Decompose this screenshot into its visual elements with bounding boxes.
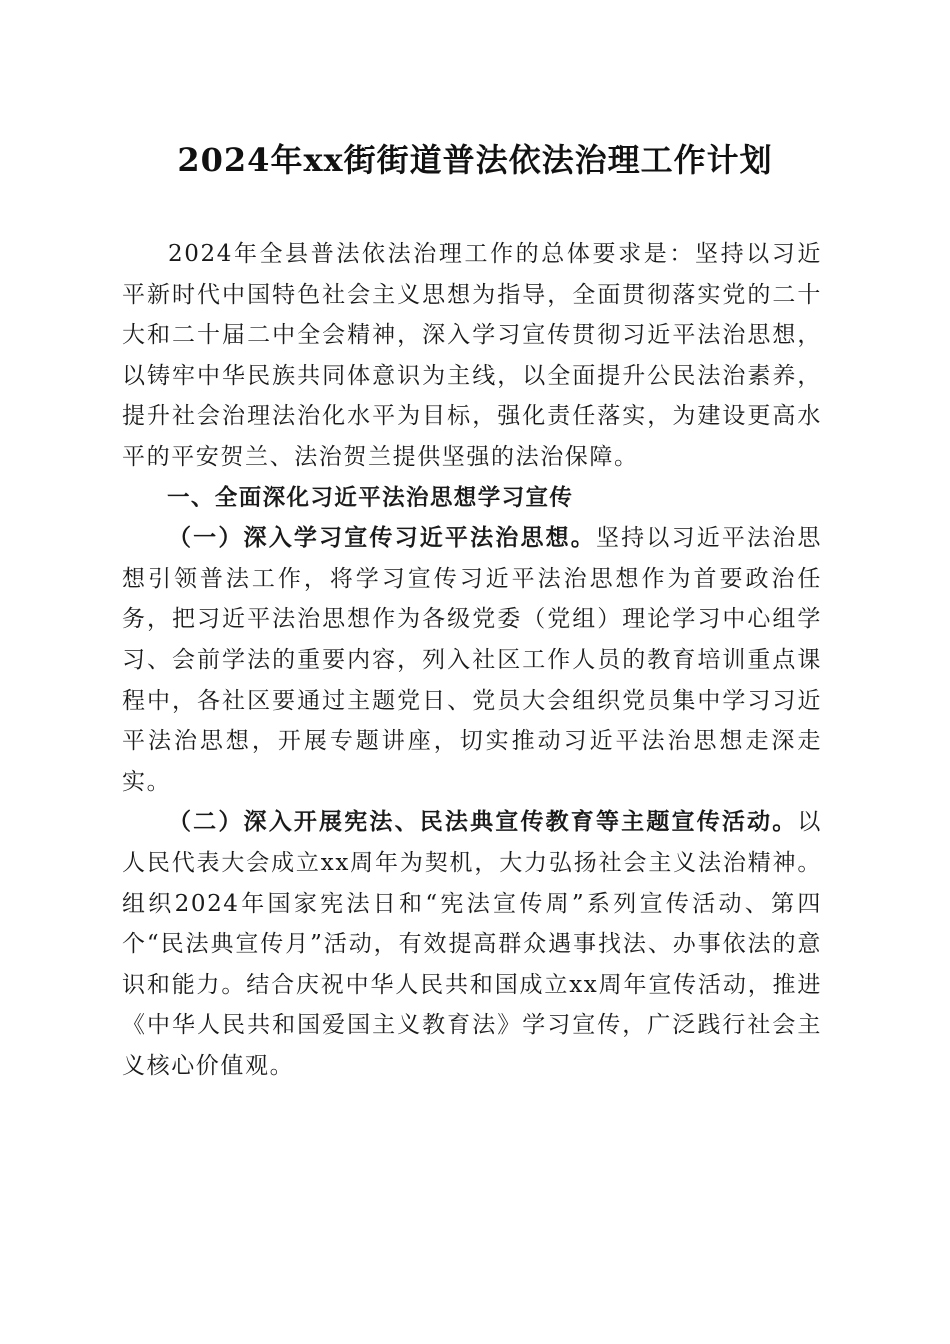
- intro-paragraph: 2024年全县普法依法治理工作的总体要求是：坚持以习近平新时代中国特色社会主义思想为指导，全面贯彻落实党的二十大和二十届二中全会精神，深入学习宣传贯彻习近平法治思想，以铸牢中华民族共同体意识为主线，以全面提升公民法治素养，提升社会治理法治化水平为目标，强化责任落实，为建设更高水平的平安贺兰、法治贺兰提供坚强的法治保障。: [122, 241, 822, 470]
- section1-item2-text: 以人民代表大会成立xx周年为契机，大力弘扬社会主义法治精神。组织2024年国家宪法日和“宪法宣传周”系列宣传活动、第四个“民法典宣传月”活动，有效提高群众遇事找法、办事依法的意识和能力。结合庆祝中华人民共和国成立xx周年宣传活动，推进《中华人民共和国爱国主义教育法》学习宣传，广泛践行社会主义核心价值观。: [122, 809, 822, 1079]
- document-body: [122, 234, 822, 1086]
- section1-item1-text: 坚持以习近平法治思想引领普法工作，将学习宣传习近平法治思想作为首要政治任务，把习近平法治思想作为各级党委（党组）理论学习中心组学习、会前学法的重要内容，列入社区工作人员的教育培训重点课程中，各社区要通过主题党日、党员大会组织党员集中学习习近平法治思想，开展专题讲座，切实推动习近平法治思想走深走实。: [122, 525, 823, 795]
- document-title: 2024年xx街街道普法依法治理工作计划: [177, 141, 773, 179]
- section1-item2-title: （二）深入开展宪法、民法典宣传教育等主题宣传活动。: [168, 809, 798, 836]
- section-heading-1: 一、全面深化习近平法治思想学习宣传: [167, 484, 574, 511]
- section1-item2-paragraph: [122, 802, 822, 1086]
- section1-item1-title: （一）深入学习宣传习近平法治思想。: [168, 525, 596, 552]
- section1-item1-paragraph: [122, 518, 822, 802]
